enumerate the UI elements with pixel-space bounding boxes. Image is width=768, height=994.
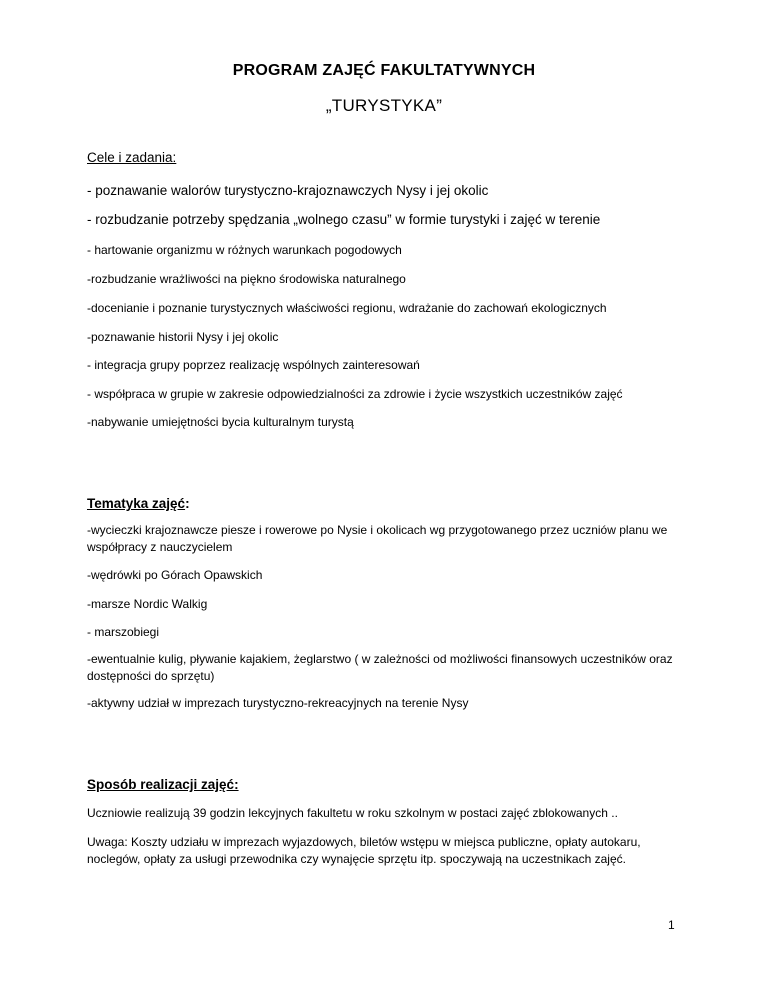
goal-item: -rozbudzanie wrażliwości na piękno środowiska naturalnego	[87, 272, 406, 286]
method-note: Uwaga: Koszty udziału w imprezach wyjazdowych, biletów wstępu w miejsca publiczne, opłaty autokaru, noclegów, opłaty za usługi przewodnika czy wynajęcie sprzętu itp. spoczywają na uczestnikach zajęć.	[87, 835, 641, 866]
goal-item: -nabywanie umiejętności bycia kulturalnym turystą	[87, 415, 354, 429]
goal-item: - poznawanie walorów turystyczno-krajoznawczych Nysy i jej okolic	[87, 183, 489, 198]
topic-item: -ewentualnie kulig, pływanie kajakiem, żeglarstwo ( w zależności od możliwości finansowych uczestników oraz dostępności do sprzętu)	[87, 652, 673, 683]
goal-item: -poznawanie historii Nysy i jej okolic	[87, 330, 279, 344]
goal-item: - współpraca w grupie w zakresie odpowiedzialności za zdrowie i życie wszystkich uczestników zajęć	[87, 387, 623, 401]
topic-item: - marszobiegi	[87, 625, 160, 639]
topic-item: -wycieczki krajoznawcze piesze i rowerowe po Nysie i okolicach wg przygotowanego przez uczniów planu we współpracy z nauczycielem	[87, 523, 668, 554]
goal-item: -docenianie i poznanie turystycznych właściwości regionu, wdrażanie do zachowań ekologicznych	[87, 301, 607, 315]
document-title: PROGRAM ZAJĘĆ FAKULTATYWNYCH	[232, 62, 536, 79]
topic-item: -marsze Nordic Walkig	[87, 597, 208, 611]
goals-heading: Cele i zadania:	[87, 150, 177, 165]
goal-item: - hartowanie organizmu w różnych warunkach pogodowych	[87, 243, 402, 257]
topics-heading-text: Tematyka zajęć	[87, 496, 186, 511]
goal-item: - integracja grupy poprzez realizację wspólnych zainteresowań	[87, 358, 420, 372]
page-number: 1	[668, 918, 675, 932]
topic-item: -aktywny udział w imprezach turystyczno-rekreacyjnych na terenie Nysy	[87, 696, 469, 710]
goal-item: - rozbudzanie potrzeby spędzania „wolnego czasu” w formie turystyki i zajęć w terenie	[87, 212, 601, 227]
topics-heading	[87, 496, 697, 511]
method-paragraph: Uczniowie realizują 39 godzin lekcyjnych fakultetu w roku szkolnym w postaci zajęć zblokowanych ..	[87, 806, 618, 820]
topic-item: -wędrówki po Górach Opawskich	[87, 568, 263, 582]
method-heading: Sposób realizacji zajęć:	[87, 777, 239, 792]
document-subtitle: „TURYSTYKA”	[325, 96, 443, 115]
topics-heading-colon: :	[185, 496, 190, 511]
